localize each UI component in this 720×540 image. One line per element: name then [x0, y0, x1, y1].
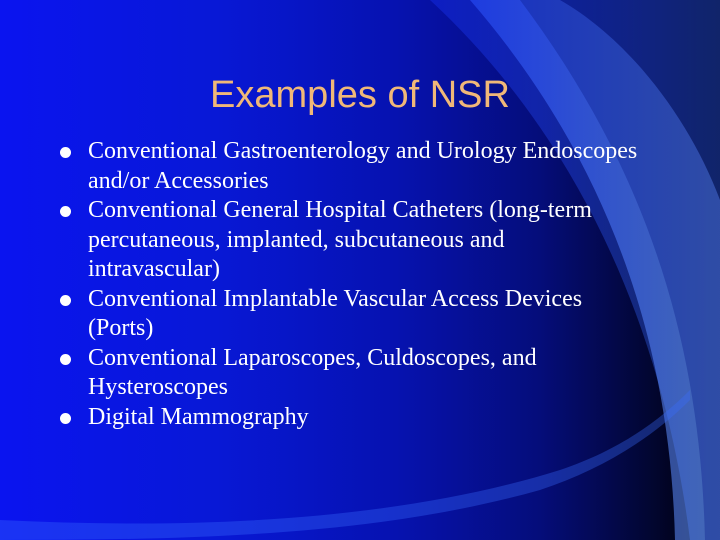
slide-title: Examples of NSR [210, 74, 510, 116]
bullet-text: Conventional Gastroenterology and Urology Endoscopes and/or Accessories [88, 138, 638, 194]
bullet-text: Digital Mammography [88, 403, 309, 430]
bullet-text: Conventional Laparoscopes, Culdoscopes, and Hysteroscopes [88, 344, 537, 400]
list-item [60, 403, 640, 433]
bullet-text: Conventional General Hospital Catheters (long-term percutaneous, implanted, subcutaneous and intravascular) [88, 197, 592, 282]
round-bullet-icon [60, 354, 71, 365]
round-bullet-icon [60, 413, 71, 424]
bullet-list [60, 137, 640, 432]
list-item [60, 344, 640, 403]
list-item [60, 196, 640, 285]
round-bullet-icon [60, 147, 71, 158]
list-item [60, 285, 640, 344]
bullet-text: Conventional Implantable Vascular Access Devices (Ports) [88, 285, 583, 341]
round-bullet-icon [60, 206, 71, 217]
round-bullet-icon [60, 295, 71, 306]
list-item [60, 137, 640, 196]
